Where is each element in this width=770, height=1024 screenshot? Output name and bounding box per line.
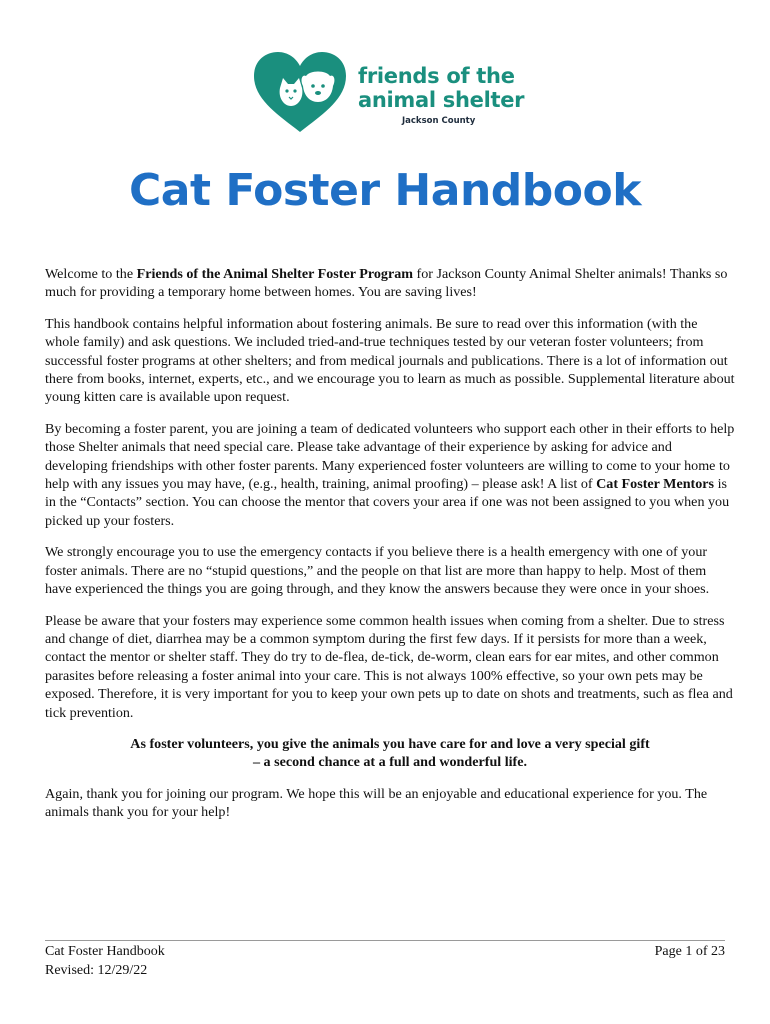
paragraph-text: By becoming a foster parent, you are joining a team of dedicated volunteers who support each other in their efforts to help those Shelter animals that need special care. Please take advantage of their experience by asking for advice and developing friendships with other foster parents. Many experienced foster volunteers are willing to come to your home to help with any issues you may have, (e.g., health, training, animal proofing) – please ask! A list of bbox=[45, 420, 735, 493]
paragraph-handbook-info: This handbook contains helpful information about fostering animals. Be sure to read over this information (with the whole family) and ask questions. We included tried-and-true techniques tested by our veteran foster volunteers; from successful foster programs at other shelters; and from medical journals and publications. There is a lot of information out there from books, internet, experts, etc., and we encourage you to learn as much as possible. Supplemental literature about young kitten care is available upon request. bbox=[45, 315, 735, 406]
logo-text-line2: animal shelter bbox=[358, 88, 525, 112]
footer-left bbox=[45, 942, 165, 980]
logo-text-line1: friends of the bbox=[358, 64, 515, 88]
footer-divider bbox=[45, 940, 725, 941]
document-body bbox=[45, 265, 735, 835]
footer-revised-date: Revised: 12/29/22 bbox=[45, 963, 148, 978]
paragraph-thank-you: Again, thank you for joining our program. We hope this will be an enjoyable and educational experience for you. The animals thank you for your help! bbox=[45, 785, 708, 821]
paragraph-welcome bbox=[45, 265, 735, 302]
footer-document-name: Cat Foster Handbook bbox=[45, 944, 165, 959]
mentors-label: Cat Foster Mentors bbox=[596, 476, 715, 493]
paragraph-health-issues: Please be aware that your fosters may experience some common health issues when coming from a shelter. Due to stress and change of diet, diarrhea may be a common symptom during the first few days. If it persists for more than a week, contact the mentor or shelter staff. They do try to de-flea, de-tick, de-worm, clean ears for ear mites, and other common parasites before releasing a foster animal into your care. This is not always 100% effective, so your own pets may be exposed. Therefore, it is very important for you to keep your own pets up to date on shots and treatments, such as flea and tick prevention. bbox=[45, 612, 733, 721]
paragraph-text: is in the “Contacts” section. You can choose the mentor that covers your area if one was not been assigned to you when you picked up your fosters. bbox=[45, 476, 730, 529]
heart-with-cat-and-dog-icon bbox=[250, 50, 350, 135]
callout-line: – a second chance at a full and wonderful life. bbox=[252, 754, 528, 771]
document-title: Cat Foster Handbook bbox=[129, 165, 641, 216]
page-number: Page 1 of 23 bbox=[654, 944, 725, 959]
callout-quote bbox=[45, 735, 735, 772]
program-name: Friends of the Animal Shelter Foster Program bbox=[136, 266, 413, 282]
paragraph-emergency-contacts: We strongly encourage you to use the emergency contacts if you believe there is a health emergency with one of your foster animals. There are no “stupid questions,” and the people on that list are more than happy to help. Most of them have experienced the things you are going through, and they know the answers because they were once in your shoes. bbox=[45, 544, 710, 598]
logo-subtext: Jackson County bbox=[402, 116, 476, 126]
callout-line: As foster volunteers, you give the animals you have care for and love a very special gift bbox=[130, 735, 650, 752]
paragraph-text: Welcome to the bbox=[45, 266, 137, 282]
organization-logo bbox=[250, 50, 530, 135]
paragraph-foster-parent bbox=[45, 420, 735, 530]
paragraph-text: for Jackson County Animal Shelter animals! Thanks so much for providing a temporary home between homes. You are saving lives! bbox=[45, 266, 728, 301]
